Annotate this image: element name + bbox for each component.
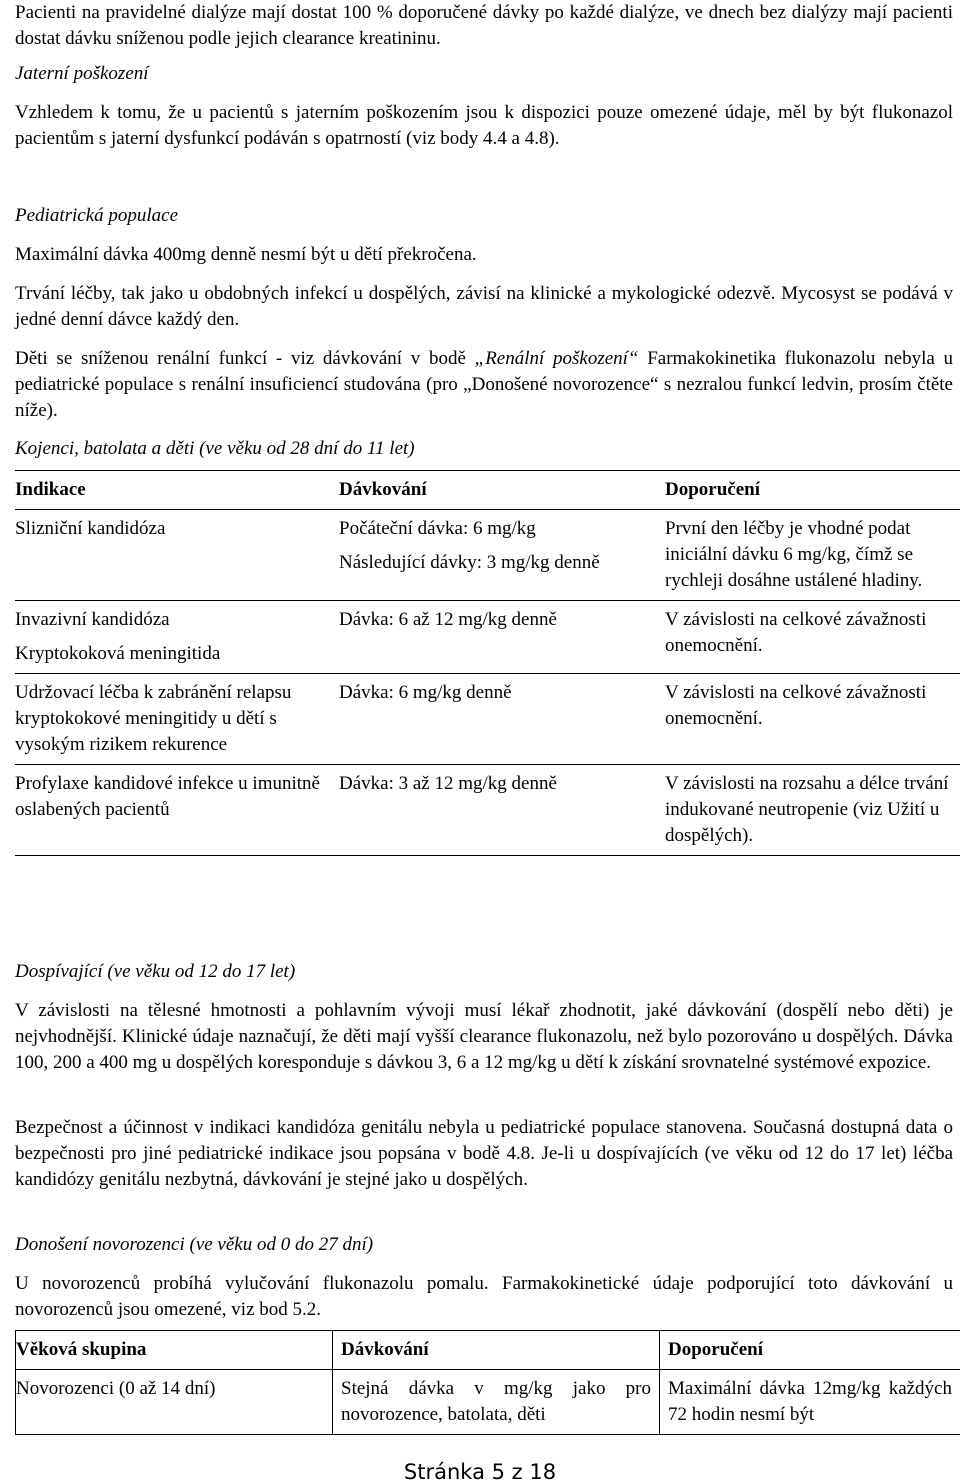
cell-text: Stejná dávka v mg/kg jako pro novorozence, batolata, děti <box>341 1378 651 1425</box>
table-row <box>15 674 960 765</box>
table-header-row <box>16 1331 960 1370</box>
cell-text: Kryptokoková meningitida <box>15 643 221 664</box>
cell-text: První den léčby je vhodné podat iniciální dávku 6 mg/kg, čímž se rychleji dosáhne ustálené hladiny. <box>665 518 923 591</box>
cell-text: Počáteční dávka: 6 mg/kg <box>339 518 536 539</box>
cell-text: Udržovací léčba k zabránění relapsu kryptokokové meningitidy u dětí s vysokým rizikem rekurence <box>15 682 292 755</box>
renal-text-ref: „Renální poškození“ <box>474 348 639 369</box>
cell-text: Dávka: 6 mg/kg denně <box>339 682 512 703</box>
cell-text: Maximální dávka 12mg/kg každých 72 hodin nesmí být <box>668 1378 952 1425</box>
table-row <box>15 765 960 856</box>
paragraph-max-dose: Maximální dávka 400mg denně nesmí být u dětí překročena. <box>15 244 477 265</box>
table-cell-dose <box>333 1370 660 1435</box>
renal-text-a: Děti se sníženou renální funkcí - viz dávkování v bodě <box>15 348 475 369</box>
table-cell-recommendation <box>660 1370 960 1435</box>
table-cell-dose <box>331 510 657 601</box>
cell-text: Profylaxe kandidové infekce u imunitně oslabených pacientů <box>15 773 320 820</box>
table-row <box>16 1370 960 1435</box>
table-header-cell: Dávkování <box>331 471 657 510</box>
table-header-cell: Doporučení <box>660 1331 960 1370</box>
table-cell-indication <box>15 674 331 765</box>
heading-adolescents: Dospívající (ve věku od 12 do 17 let) <box>15 961 296 982</box>
cell-text: Novorozenci (0 až 14 dní) <box>16 1378 216 1399</box>
table-cell-dose <box>331 601 657 674</box>
table-row <box>15 601 960 674</box>
paragraph-dialysis: Pacienti na pravidelné dialýze mají dostat 100 % doporučené dávky po každé dialýze, ve dnech bez dialýzy mají pacienti dostat dávku sníženou podle jejich clearance kreatininu. <box>15 2 953 49</box>
cell-text: Slizniční kandidóza <box>15 518 166 539</box>
table-header-cell: Indikace <box>15 471 331 510</box>
table-header-cell: Doporučení <box>657 471 960 510</box>
table-cell-indication <box>15 601 331 674</box>
paragraph-adolescents-2: Bezpečnost a účinnost v indikaci kandidóza genitálu nebyla u pediatrické populace stanovena. Současná dostupná data o bezpečnosti pro jiné pediatrické indikace jsou popsána v bodě 4.8. Je-li u dospívajících (ve věku od 12 do 17 let) léčba kandidózy genitálu nezbytná, dávkování je stejné jako u dospělých. <box>15 1117 953 1190</box>
paragraph-liver: Vzhledem k tomu, že u pacientů s jaterním poškozením jsou k dispozici pouze omezené údaje, měl by být flukonazol pacientům s jaterní dysfunkcí podáván s opatrností (viz body 4.4 a 4.8). <box>15 102 953 149</box>
dosing-table-children <box>15 470 960 856</box>
cell-text: V závislosti na celkové závažnosti onemocnění. <box>665 682 927 729</box>
table-cell-dose <box>331 765 657 856</box>
paragraph-renal-children <box>15 346 953 424</box>
paragraph-newborns: U novorozenců probíhá vylučování flukonazolu pomalu. Farmakokinetické údaje podporující toto dávkování u novorozenců jsou omezené, viz bod 5.2. <box>15 1273 953 1320</box>
table-cell-indication <box>15 765 331 856</box>
table-header-cell: Věková skupina <box>16 1331 333 1370</box>
table-cell-dose <box>331 674 657 765</box>
paragraph-adolescents-1: V závislosti na tělesné hmotnosti a pohlavním vývoji musí lékař zhodnotit, jaké dávkování (dospělí nebo děti) je nejvhodnější. Klinické údaje naznačují, že děti mají vyšší clearance flukonazolu, než bylo pozorováno u dospělých. Dávka 100, 200 a 400 mg u dospělých koresponduje s dávkou 3, 6 a 12 mg/kg u dětí k získání srovnatelné systémové expozice. <box>15 1000 953 1073</box>
table-cell-recommendation <box>657 601 960 674</box>
cell-text: Dávka: 3 až 12 mg/kg denně <box>339 773 557 794</box>
page-number: Stránka 5 z 18 <box>403 1460 557 1484</box>
cell-text: V závislosti na rozsahu a délce trvání indukované neutropenie (viz Užití u dospělých). <box>665 773 949 846</box>
table-cell-recommendation <box>657 510 960 601</box>
cell-text: V závislosti na celkové závažnosti onemocnění. <box>665 609 927 656</box>
table-cell-indication <box>15 510 331 601</box>
paragraph-duration: Trvání léčby, tak jako u obdobných infekcí u dospělých, závisí na klinické a mykologické odezvě. Mycosyst se podává v jedné denní dávce každý den. <box>15 283 953 330</box>
table-cell-recommendation <box>657 674 960 765</box>
cell-text: Následující dávky: 3 mg/kg denně <box>339 552 600 573</box>
cell-text: Dávka: 6 až 12 mg/kg denně <box>339 609 557 630</box>
heading-pediatric: Pediatrická populace <box>15 205 179 226</box>
heading-newborns: Donošení novorozenci (ve věku od 0 do 27 dní) <box>15 1234 374 1255</box>
heading-liver: Jaterní poškození <box>15 63 149 84</box>
table-cell-age <box>16 1370 333 1435</box>
heading-infants: Kojenci, batolata a děti (ve věku od 28 dní do 11 let) <box>15 438 415 459</box>
cell-text: Invazivní kandidóza <box>15 609 170 630</box>
table-header-cell: Dávkování <box>333 1331 660 1370</box>
renal-text-c: Farmakokinetika flukonazolu nebyla u pediatrické populace s renální insuficiencí studována (pro „Donošené novorozence“ s nezralou funkcí ledvin, prosím čtěte níže). <box>15 348 954 421</box>
dosing-table-newborns <box>15 1330 960 1435</box>
table-cell-recommendation <box>657 765 960 856</box>
table-row <box>15 510 960 601</box>
table-header-row <box>15 471 960 510</box>
